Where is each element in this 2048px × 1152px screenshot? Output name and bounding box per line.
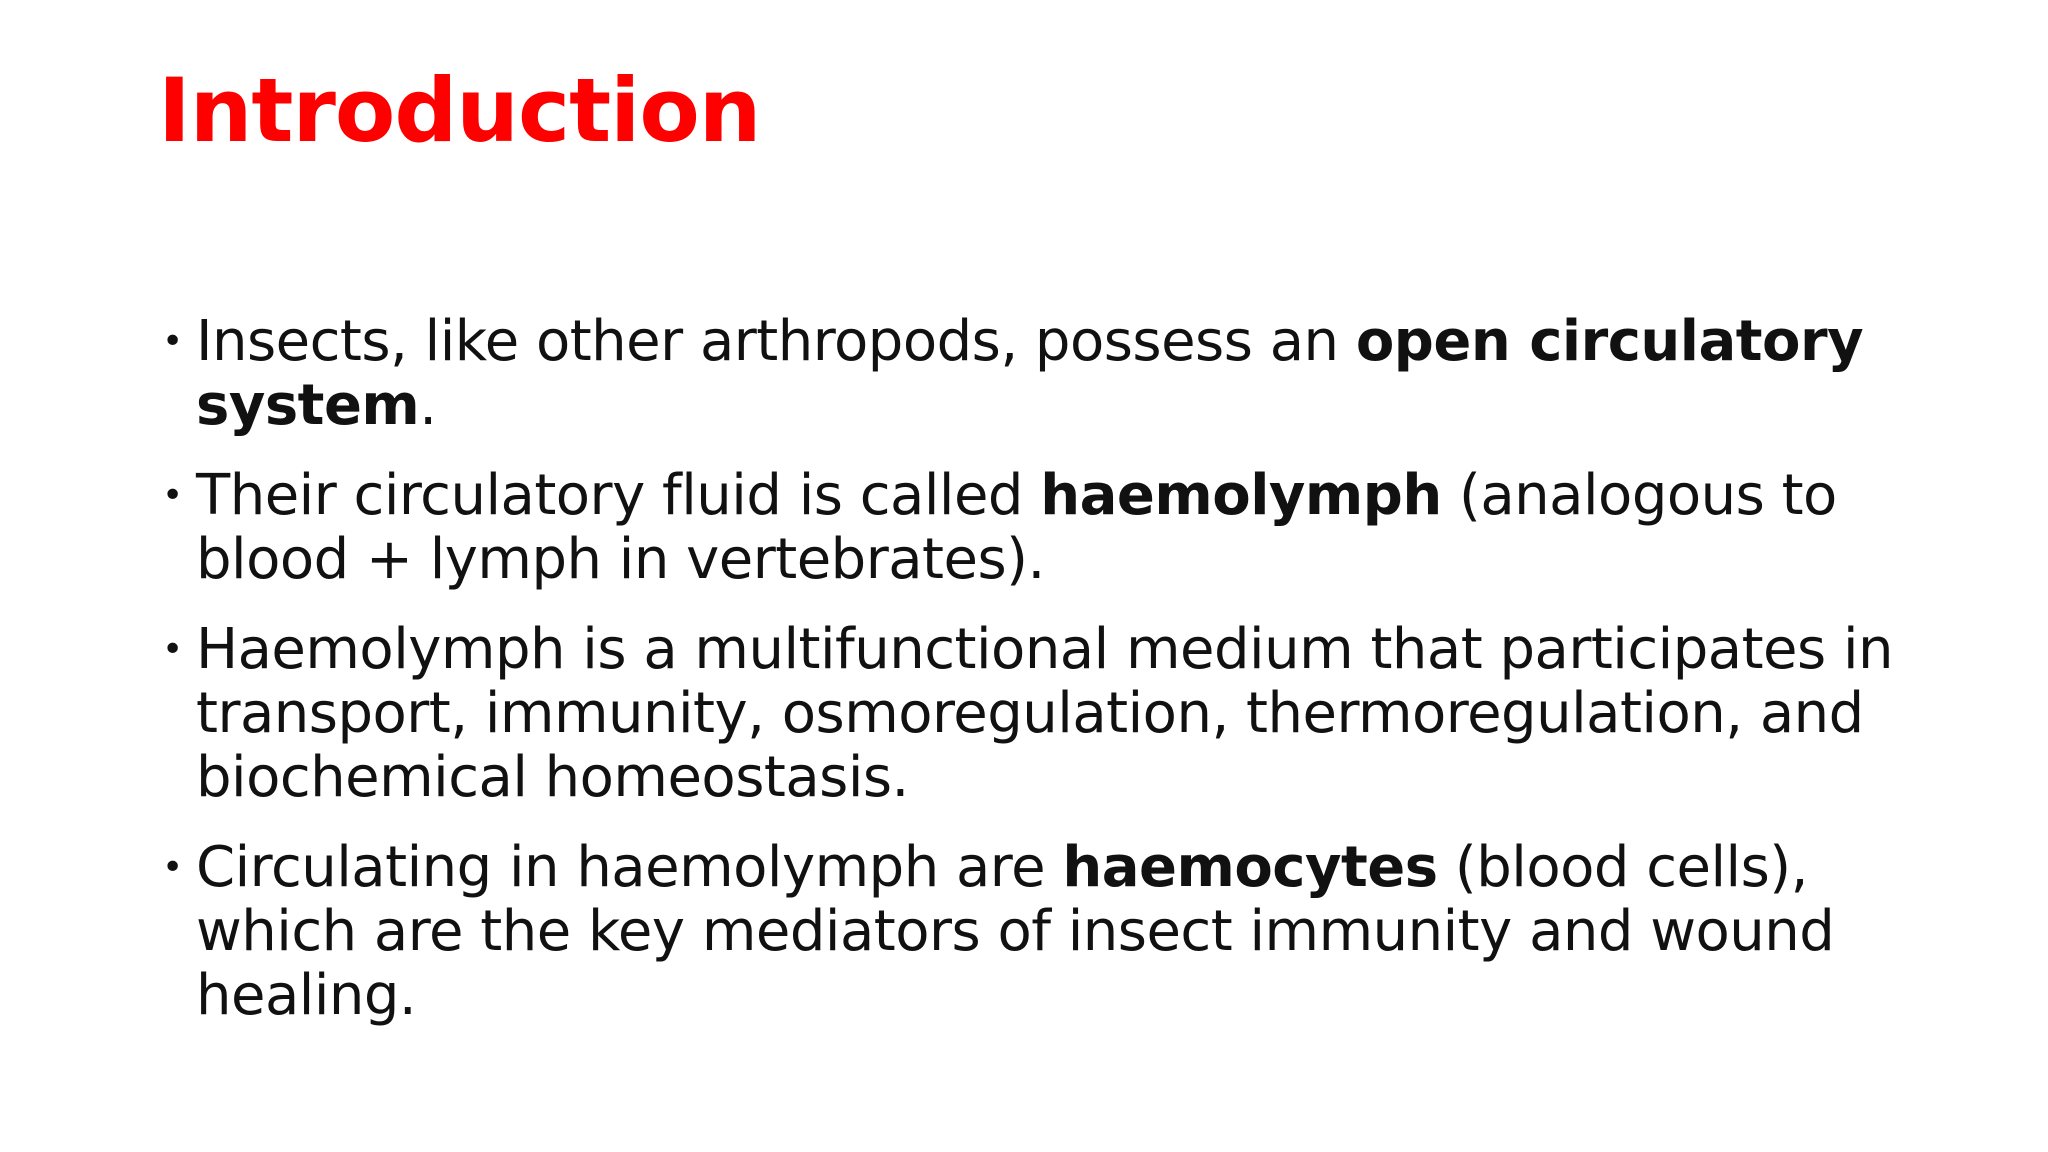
bullet-icon: • bbox=[162, 847, 183, 888]
bullet-item bbox=[158, 310, 1918, 438]
bullet-text-segment: Insects, like other arthropods, possess an bbox=[196, 309, 1356, 374]
bullet-item bbox=[158, 464, 1918, 592]
bullet-text-segment: Their circulatory fluid is called bbox=[196, 463, 1041, 528]
slide-title: Introduction bbox=[158, 59, 761, 162]
bullet-text-emphasis: open circulatory system bbox=[196, 309, 1864, 438]
bullet-item bbox=[158, 836, 1918, 1028]
bullet-text bbox=[196, 309, 1863, 438]
bullet-icon: • bbox=[162, 475, 183, 516]
bullet-text bbox=[196, 617, 1893, 810]
bullet-text-segment: . bbox=[419, 373, 437, 438]
bullet-text bbox=[196, 835, 1834, 1028]
bullet-text-emphasis: haemolymph bbox=[1040, 463, 1442, 528]
bullet-text-segment: (blood cells), which are the key mediators of insect immunity and wound healing. bbox=[196, 835, 1835, 1028]
bullet-icon: • bbox=[162, 629, 183, 670]
bullet-list bbox=[158, 310, 1918, 1054]
bullet-text bbox=[196, 463, 1837, 592]
bullet-text-emphasis: haemocytes bbox=[1062, 835, 1438, 900]
bullet-item bbox=[158, 618, 1918, 810]
bullet-text-segment: Circulating in haemolymph are bbox=[196, 835, 1063, 900]
bullet-text-segment: Haemolymph is a multifunctional medium that participates in transport, immunity, osmoregulation, thermoregulation, and biochemical homeostasis. bbox=[196, 617, 1894, 810]
bullet-icon: • bbox=[162, 321, 183, 362]
bullet-text-segment: (analogous to blood + lymph in vertebrates). bbox=[196, 463, 1837, 592]
